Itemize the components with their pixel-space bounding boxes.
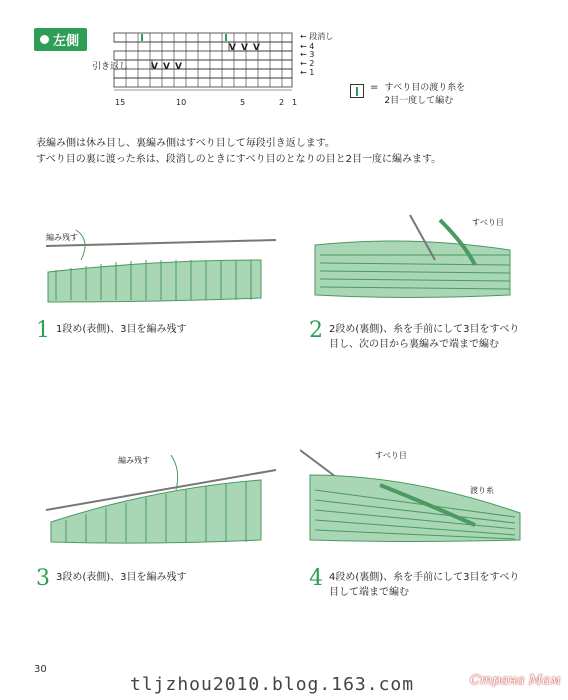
chart-row-label: ← 4	[300, 42, 315, 51]
chart-col-label: 15	[115, 98, 126, 107]
slip-mark: V	[163, 62, 170, 72]
site-logo: Страна Мам	[470, 673, 561, 688]
slip-mark: V	[253, 43, 260, 53]
chart-col-label: 1	[292, 98, 298, 107]
chart-row-label: ← 3	[300, 50, 315, 59]
step-number: 4	[309, 566, 323, 591]
illustration-label: 編み残す	[46, 233, 78, 242]
knit-swatch-illustration	[36, 210, 276, 310]
step-number: 3	[36, 566, 50, 591]
instruction-paragraph: 表編み側は休み目し、裏編み側はすべり目して毎段引き返します。 すべり目の裏に渡った糸は、段消しのときにすべり目のとなりの目と2目一度に編みます。	[36, 138, 442, 165]
slip-mark: V	[151, 62, 158, 72]
illustration-label: すべり目	[375, 451, 407, 460]
chart-legend	[350, 82, 465, 108]
illustration-label: 編み残す	[118, 456, 150, 465]
slip-mark: V	[229, 43, 236, 53]
chart-row-label: ← 1	[300, 68, 315, 77]
bullet-dot-icon	[40, 35, 49, 44]
step-text: 3段め(表側)、3目を編み残す	[56, 572, 187, 583]
step-4	[309, 566, 529, 600]
illustration-step-4	[300, 445, 540, 545]
chart-col-label: 2	[279, 98, 285, 107]
step-1	[36, 318, 256, 343]
knit-swatch-illustration	[36, 450, 276, 550]
slip-mark: V	[175, 62, 182, 72]
step-number: 2	[309, 318, 323, 343]
step-text: 4段め(裏側)、糸を手前にして3目をすべり 目して端まで編む	[329, 572, 520, 598]
illustration-label: すべり目	[472, 218, 504, 227]
knit-swatch-illustration	[300, 205, 540, 305]
chart-row-label: ← 2	[300, 59, 315, 68]
chart-col-label: 10	[176, 98, 187, 107]
section-title: 左側	[53, 34, 80, 49]
step-number: 1	[36, 318, 50, 343]
legend-text: すべり目の渡り糸を 2目一度して編む	[384, 83, 466, 106]
knit-swatch-illustration	[300, 445, 540, 545]
step-2	[309, 318, 529, 352]
chart-col-label: 5	[240, 98, 246, 107]
legend-symbol-icon	[350, 84, 364, 98]
watermark: tljzhou2010.blog.163.com	[130, 674, 415, 695]
step-text: 2段め(裏側)、糸を手前にして3目をすべり 目し、次の目から裏編みで端まで編む	[329, 324, 520, 350]
slip-mark: V	[241, 43, 248, 53]
illustration-step-2	[300, 205, 540, 305]
illustration-step-1	[36, 210, 276, 310]
chart-left-label: 引き返し	[92, 62, 129, 72]
chart-row-label: ← 段消し	[300, 32, 334, 41]
step-text: 1段め(表側)、3目を編み残す	[56, 324, 187, 335]
illustration-label: 渡り糸	[470, 486, 494, 495]
illustration-step-3	[36, 450, 276, 550]
legend-equals: =	[370, 82, 379, 93]
section-header	[34, 28, 87, 51]
step-3	[36, 566, 256, 591]
page-number: 30	[34, 664, 47, 675]
